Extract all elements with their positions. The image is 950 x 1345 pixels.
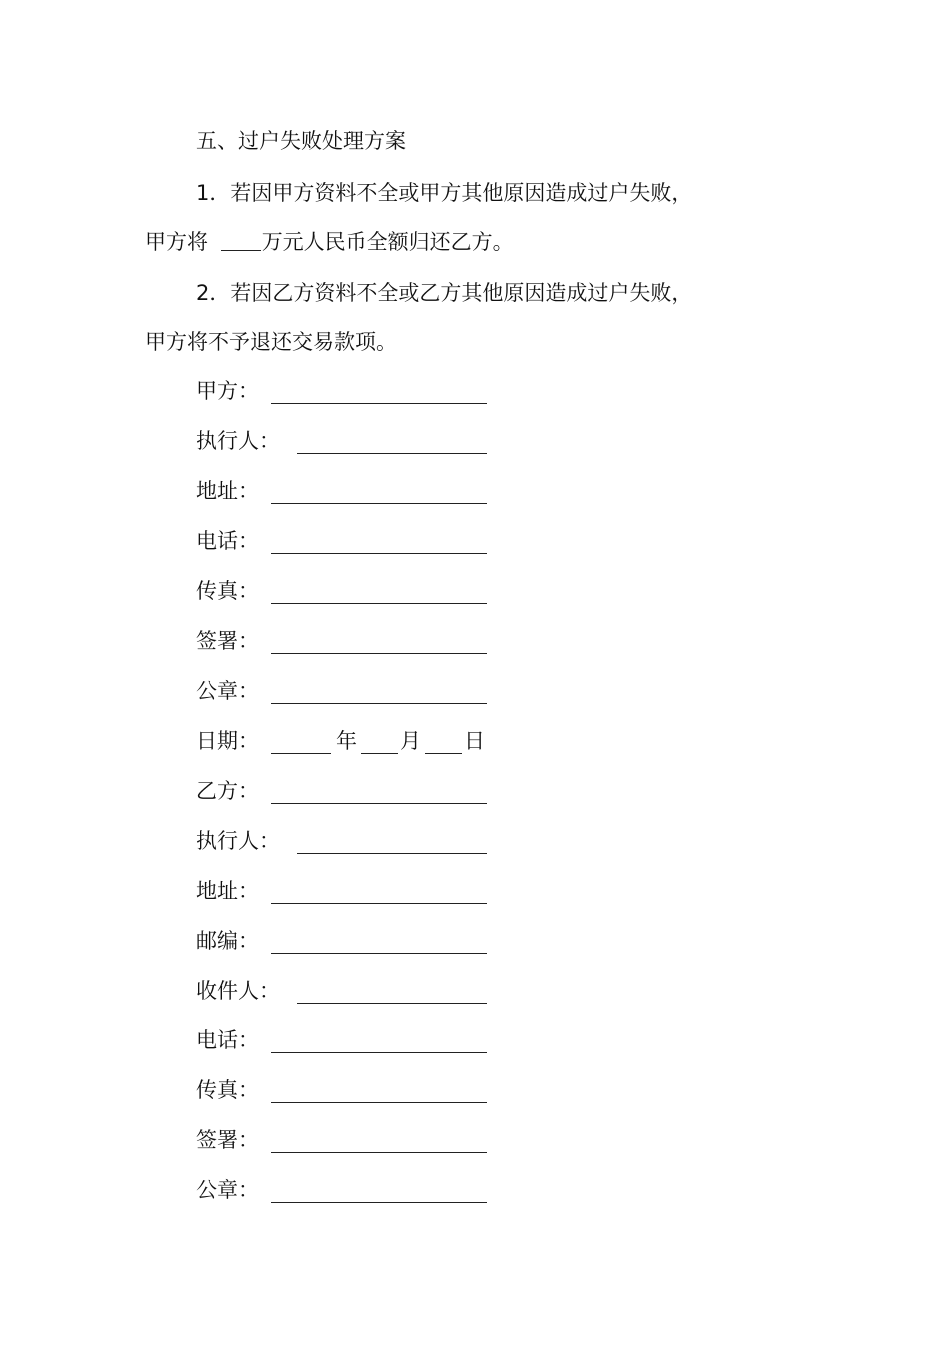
party-b-address-field: 地址： — [196, 876, 259, 906]
party-a-executor-blank[interactable] — [297, 453, 487, 454]
party-b-recipient-field: 收件人： — [196, 976, 280, 1006]
party-b-seal-blank[interactable] — [271, 1202, 487, 1203]
party-a-address-field: 地址： — [196, 476, 259, 506]
party-b-blank[interactable] — [271, 803, 487, 804]
party-b-phone-field: 电话： — [196, 1025, 259, 1055]
clause-2-line-2: 甲方将不予退还交易款项。 — [145, 330, 397, 354]
party-a-executor-field: 执行人： — [196, 426, 280, 456]
party-a-fax-field: 传真： — [196, 576, 259, 606]
date-day-blank[interactable] — [425, 753, 462, 754]
party-a-blank[interactable] — [271, 403, 487, 404]
date-month-blank[interactable] — [361, 753, 398, 754]
party-b-recipient-blank[interactable] — [297, 1003, 487, 1004]
party-b-seal-field: 公章： — [196, 1175, 259, 1205]
party-a-seal-blank[interactable] — [271, 703, 487, 704]
party-a-phone-field: 电话： — [196, 526, 259, 556]
date-year-blank[interactable] — [271, 753, 331, 754]
party-b-sign-blank[interactable] — [271, 1152, 487, 1153]
party-b-sign-field: 签署： — [196, 1125, 259, 1155]
clause-1-line-2: 甲方将 万元人民币全额归还乙方。 — [145, 230, 514, 254]
party-b-fax-field: 传真： — [196, 1075, 259, 1105]
party-a-phone-blank[interactable] — [271, 553, 487, 554]
party-b-field: 乙方： — [196, 776, 259, 806]
party-a-address-blank[interactable] — [271, 503, 487, 504]
party-a-sign-blank[interactable] — [271, 653, 487, 654]
clause-1-line-1: 1．若因甲方资料不全或甲方其他原因造成过户失败， — [196, 181, 693, 205]
party-b-zip-blank[interactable] — [271, 953, 487, 954]
party-a-sign-field: 签署： — [196, 626, 259, 656]
amount-blank[interactable] — [221, 228, 261, 251]
section-heading: 五、过户失败处理方案 — [196, 129, 406, 153]
party-b-zip-field: 邮编： — [196, 926, 259, 956]
clause-2-line-1: 2．若因乙方资料不全或乙方其他原因造成过户失败， — [196, 281, 693, 305]
party-a-fax-blank[interactable] — [271, 603, 487, 604]
party-b-address-blank[interactable] — [271, 903, 487, 904]
party-b-fax-blank[interactable] — [271, 1102, 487, 1103]
party-b-executor-field: 执行人： — [196, 826, 280, 856]
party-b-phone-blank[interactable] — [271, 1052, 487, 1053]
party-b-executor-blank[interactable] — [297, 853, 487, 854]
party-a-date-field: 日期： 年 月 日 — [196, 729, 485, 753]
party-a-seal-field: 公章： — [196, 676, 259, 706]
party-a-field: 甲方： — [196, 376, 259, 406]
